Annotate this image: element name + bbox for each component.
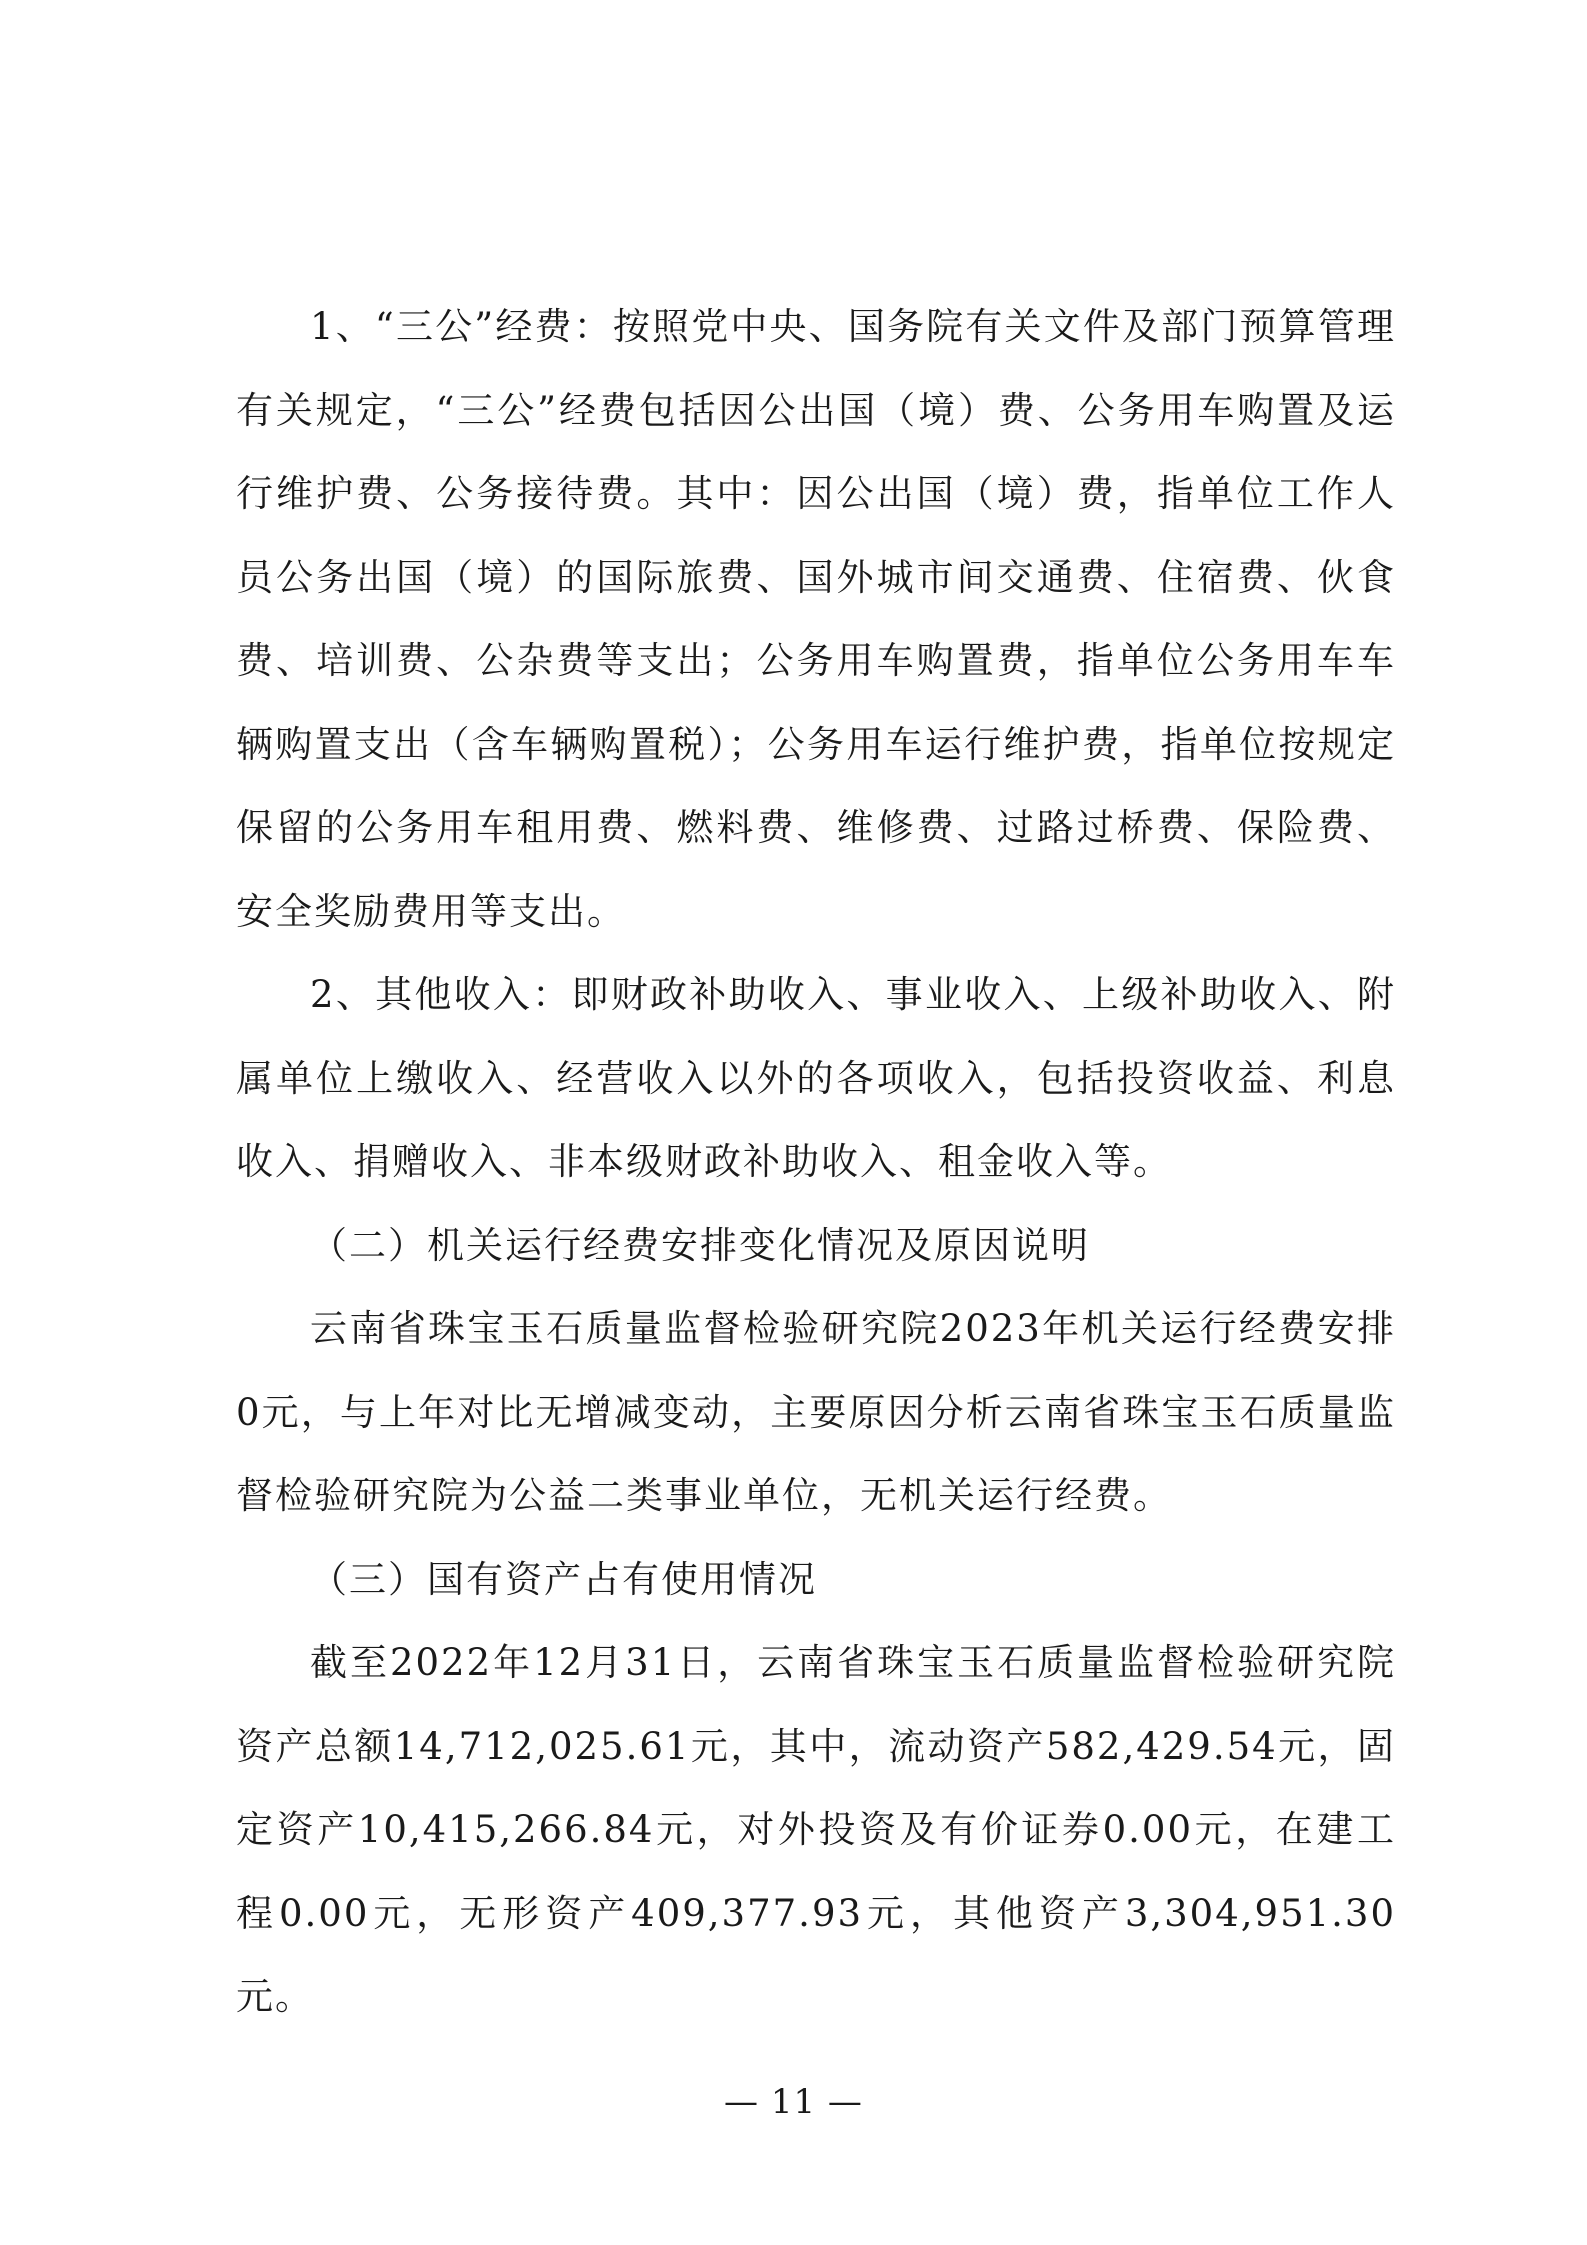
document-body — [236, 285, 1396, 2039]
paragraph-operating-expenses: 云南省珠宝玉石质量监督检验研究院2023年机关运行经费安排0元，与上年对比无增减变动，主要原因分析云南省珠宝玉石质量监督检验研究院为公益二类事业单位，无机关运行经费。 — [236, 1307, 1396, 1517]
paragraph-three-public-expenses: 1、“三公”经费：按照党中央、国务院有关文件及部门预算管理有关规定，“三公”经费包括因公出国（境）费、公务用车购置及运行维护费、公务接待费。其中：因公出国（境）费，指单位工作人员公务出国（境）的国际旅费、国外城市间交通费、住宿费、伙食费、培训费、公杂费等支出；公务用车购置费，指单位公务用车车辆购置支出（含车辆购置税）；公务用车运行维护费，指单位按规定保留的公务用车租用费、燃料费、维修费、过路过桥费、保险费、安全奖励费用等支出。 — [236, 305, 1396, 933]
page-number: — 11 — — [724, 2082, 863, 2122]
paragraph-state-assets: 截至2022年12月31日，云南省珠宝玉石质量监督检验研究院资产总额14,712,025.61元，其中，流动资产582,429.54元，固定资产10,415,266.84元，对外投资及有价证券0.00元，在建工程0.00元，无形资产409,377.93元，其他资产3,304,951.30元。 — [236, 1641, 1396, 2018]
section-heading-operating-expenses: （二）机关运行经费安排变化情况及原因说明 — [310, 1223, 1090, 1267]
paragraph-other-income: 2、其他收入：即财政补助收入、事业收入、上级补助收入、附属单位上缴收入、经营收入以外的各项收入，包括投资收益、利息收入、捐赠收入、非本级财政补助收入、租金收入等。 — [236, 973, 1396, 1183]
section-heading-state-assets: （三）国有资产占有使用情况 — [310, 1557, 817, 1601]
